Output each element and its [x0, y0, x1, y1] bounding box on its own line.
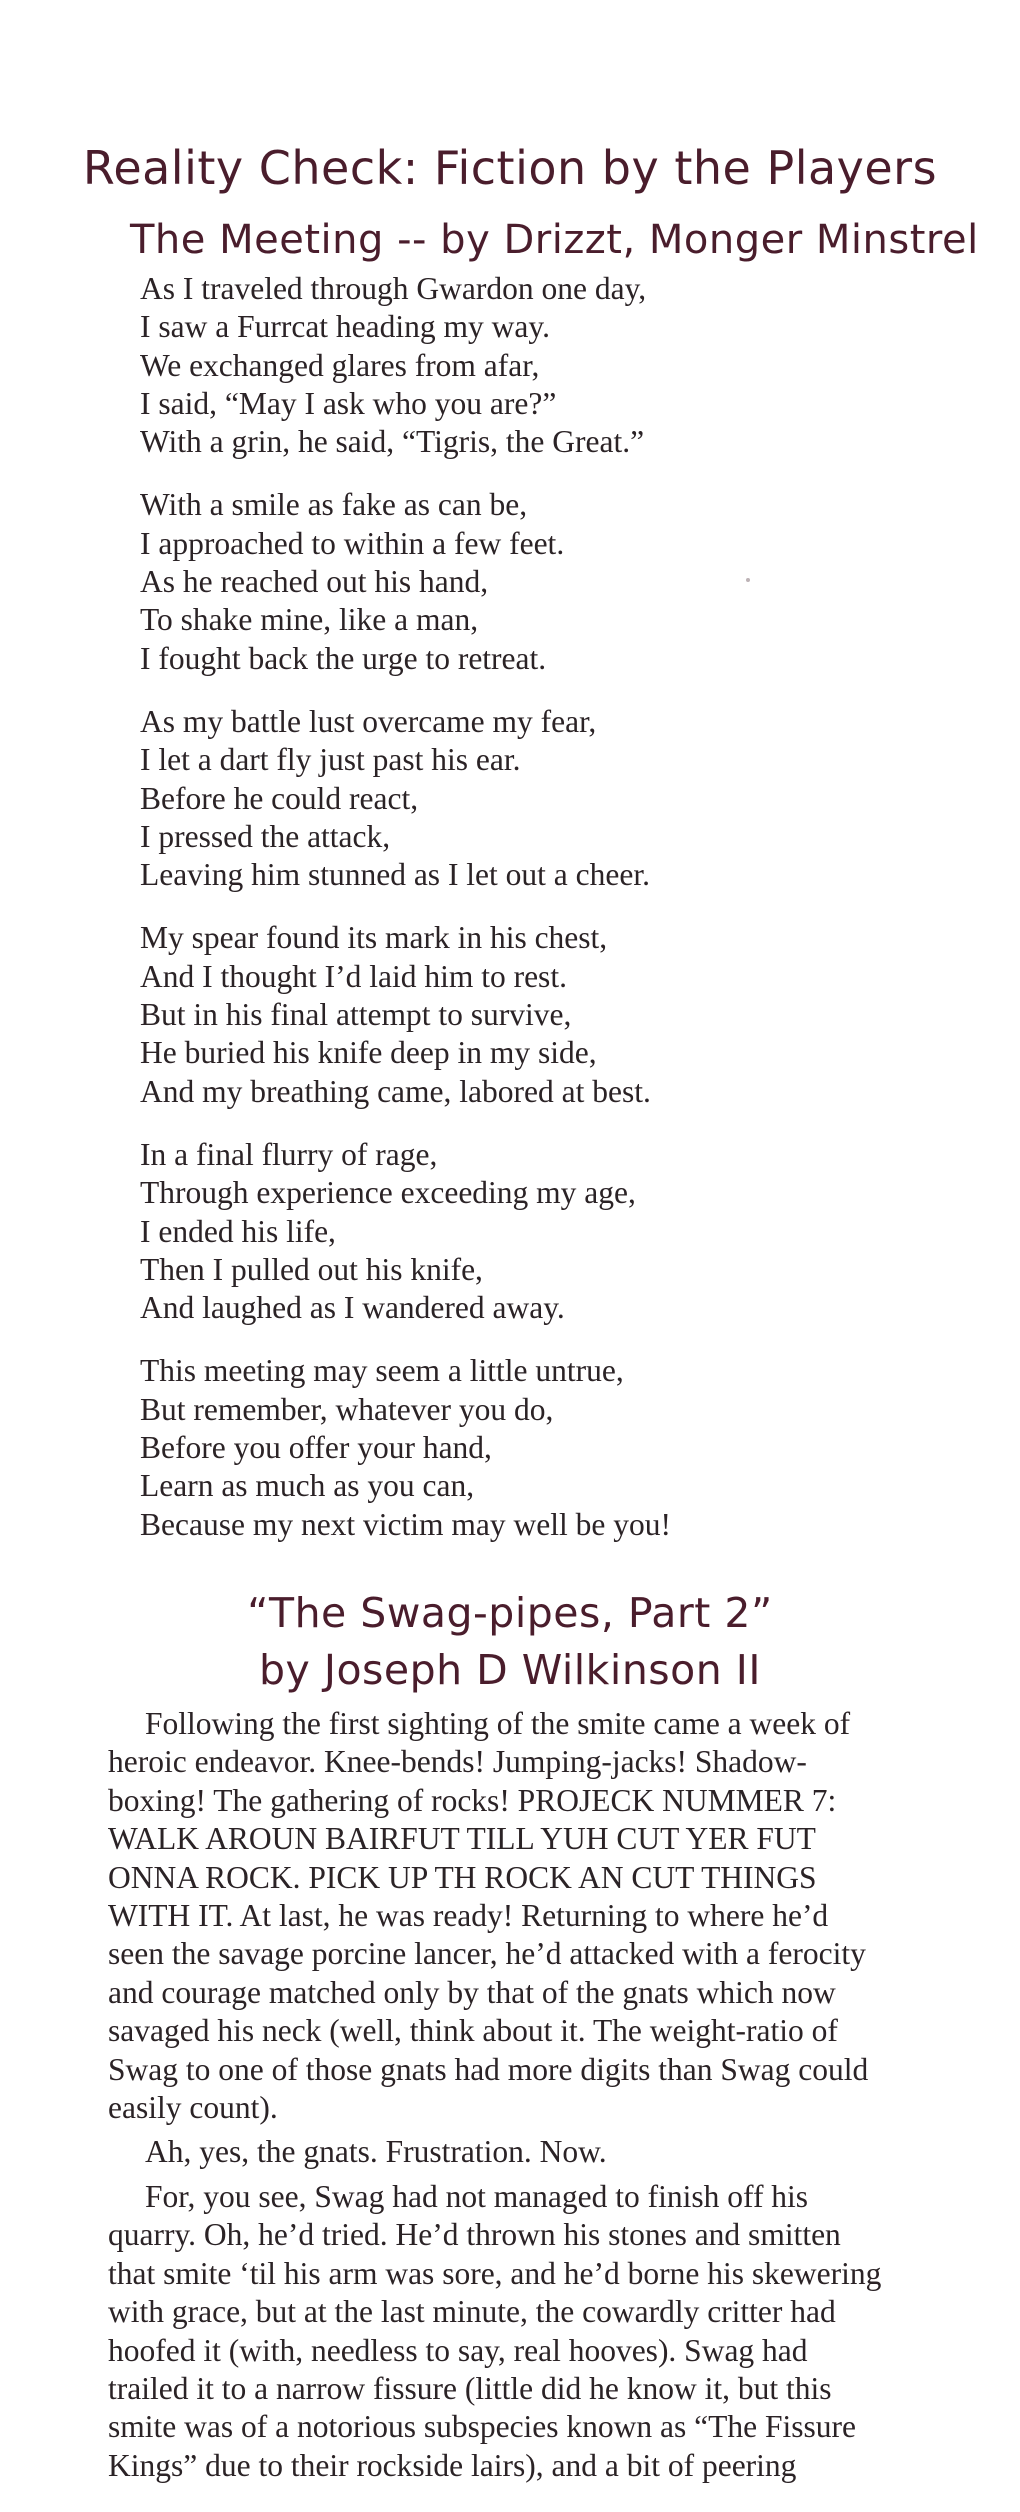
paragraph	[108, 1705, 986, 2127]
poem-line: As he reached out his hand,	[140, 564, 489, 600]
poem-line: Before he could react,	[140, 780, 419, 816]
paragraph	[108, 2178, 986, 2485]
poem-line: In a final flurry of rage,	[140, 1136, 438, 1172]
poem-line: But remember, whatever you do,	[140, 1391, 554, 1427]
poem-line: We exchanged glares from afar,	[140, 347, 540, 383]
poem-line: My spear found its mark in his chest,	[140, 920, 608, 956]
text-line: Following the first sighting of the smite came a week of	[145, 1706, 851, 1741]
poem-line: Learn as much as you can,	[140, 1468, 475, 1504]
poem-line: And my breathing came, labored at best.	[140, 1073, 651, 1109]
text-line: easily count).	[108, 2090, 278, 2126]
text-line: WALK AROUN BAIRFUT TILL YUH CUT YER FUT	[108, 1821, 816, 1857]
text-line: savaged his neck (well, think about it. The weight-ratio of	[108, 2013, 838, 2049]
poem-line: He buried his knife deep in my side,	[140, 1035, 597, 1071]
poem-line: I pressed the attack,	[140, 818, 391, 854]
poem-line: I said, “May I ask who you are?”	[140, 385, 557, 421]
stanza	[140, 919, 960, 1110]
stanza	[140, 486, 960, 677]
text-line: Swag to one of those gnats had more digits than Swag could	[108, 2051, 869, 2087]
poem-line: As my battle lust overcame my fear,	[140, 703, 597, 739]
story-body	[108, 1705, 986, 2491]
poem-line: Through experience exceeding my age,	[140, 1175, 636, 1211]
text-line: WITH IT. At last, he was ready! Returning to where he’d	[108, 1898, 829, 1934]
text-line: that smite ‘til his arm was sore, and he’d borne his skewering	[108, 2255, 882, 2291]
text-line: hoofed it (with, needless to say, real hooves). Swag had	[108, 2332, 808, 2368]
paragraph	[108, 2133, 986, 2171]
story-byline: by Joseph D Wilkinson II	[259, 1646, 761, 1694]
text-line: Ah, yes, the gnats. Frustration. Now.	[145, 2134, 607, 2170]
stanza	[140, 270, 960, 461]
text-line: with grace, but at the last minute, the cowardly critter had	[108, 2294, 836, 2330]
poem-line: With a grin, he said, “Tigris, the Great.”	[140, 424, 645, 460]
text-line: trailed it to a narrow fissure (little did he know it, but this	[108, 2370, 832, 2406]
page-title: Reality Check: Fiction by the Players	[82, 141, 938, 195]
text-line: ONNA ROCK. PICK UP TH ROCK AN CUT THINGS	[108, 1859, 817, 1895]
poem-line: As I traveled through Gwardon one day,	[140, 271, 647, 306]
poem-line: With a smile as fake as can be,	[140, 487, 528, 523]
poem-line: This meeting may seem a little untrue,	[140, 1353, 624, 1389]
text-line: heroic endeavor. Knee-bends! Jumping-jacks! Shadow-	[108, 1744, 807, 1780]
poem-title: The Meeting -- by Drizzt, Monger Minstrel	[130, 217, 979, 263]
poem-line: And laughed as I wandered away.	[140, 1290, 565, 1326]
text-line: quarry. Oh, he’d tried. He’d thrown his stones and smitten	[108, 2217, 841, 2253]
poem-line: But in his final attempt to survive,	[140, 997, 572, 1033]
stanza	[140, 703, 960, 894]
poem-line: I ended his life,	[140, 1213, 336, 1249]
poem-line: Because my next victim may well be you!	[140, 1506, 671, 1542]
text-line: boxing! The gathering of rocks! PROJECK NUMMER 7:	[108, 1782, 837, 1818]
text-line: smite was of a notorious subspecies known as “The Fissure	[108, 2409, 857, 2445]
poem-line: Before you offer your hand,	[140, 1430, 492, 1466]
stanza	[140, 1352, 960, 1543]
text-line: For, you see, Swag had not managed to finish off his	[145, 2178, 809, 2214]
text-line: Kings” due to their rockside lairs), and a bit of peering	[108, 2447, 797, 2483]
text-line: seen the savage porcine lancer, he’d attacked with a ferocity	[108, 1936, 866, 1972]
stanza	[140, 1136, 960, 1327]
story-title: “The Swag-pipes, Part 2”	[247, 1589, 773, 1637]
poem-line: And I thought I’d laid him to rest.	[140, 958, 567, 994]
poem-line: To shake mine, like a man,	[140, 602, 479, 638]
poem-line: I saw a Furrcat heading my way.	[140, 309, 550, 345]
poem-line: I let a dart fly just past his ear.	[140, 742, 521, 778]
poem	[140, 270, 960, 1569]
poem-line: Then I pulled out his knife,	[140, 1251, 483, 1287]
poem-line: I approached to within a few feet.	[140, 525, 565, 561]
story-heading	[0, 1585, 1020, 1699]
poem-line: Leaving him stunned as I let out a cheer.	[140, 857, 650, 893]
scan-speck	[746, 578, 750, 582]
poem-line: I fought back the urge to retreat.	[140, 640, 547, 676]
text-line: and courage matched only by that of the gnats which now	[108, 1974, 836, 2010]
